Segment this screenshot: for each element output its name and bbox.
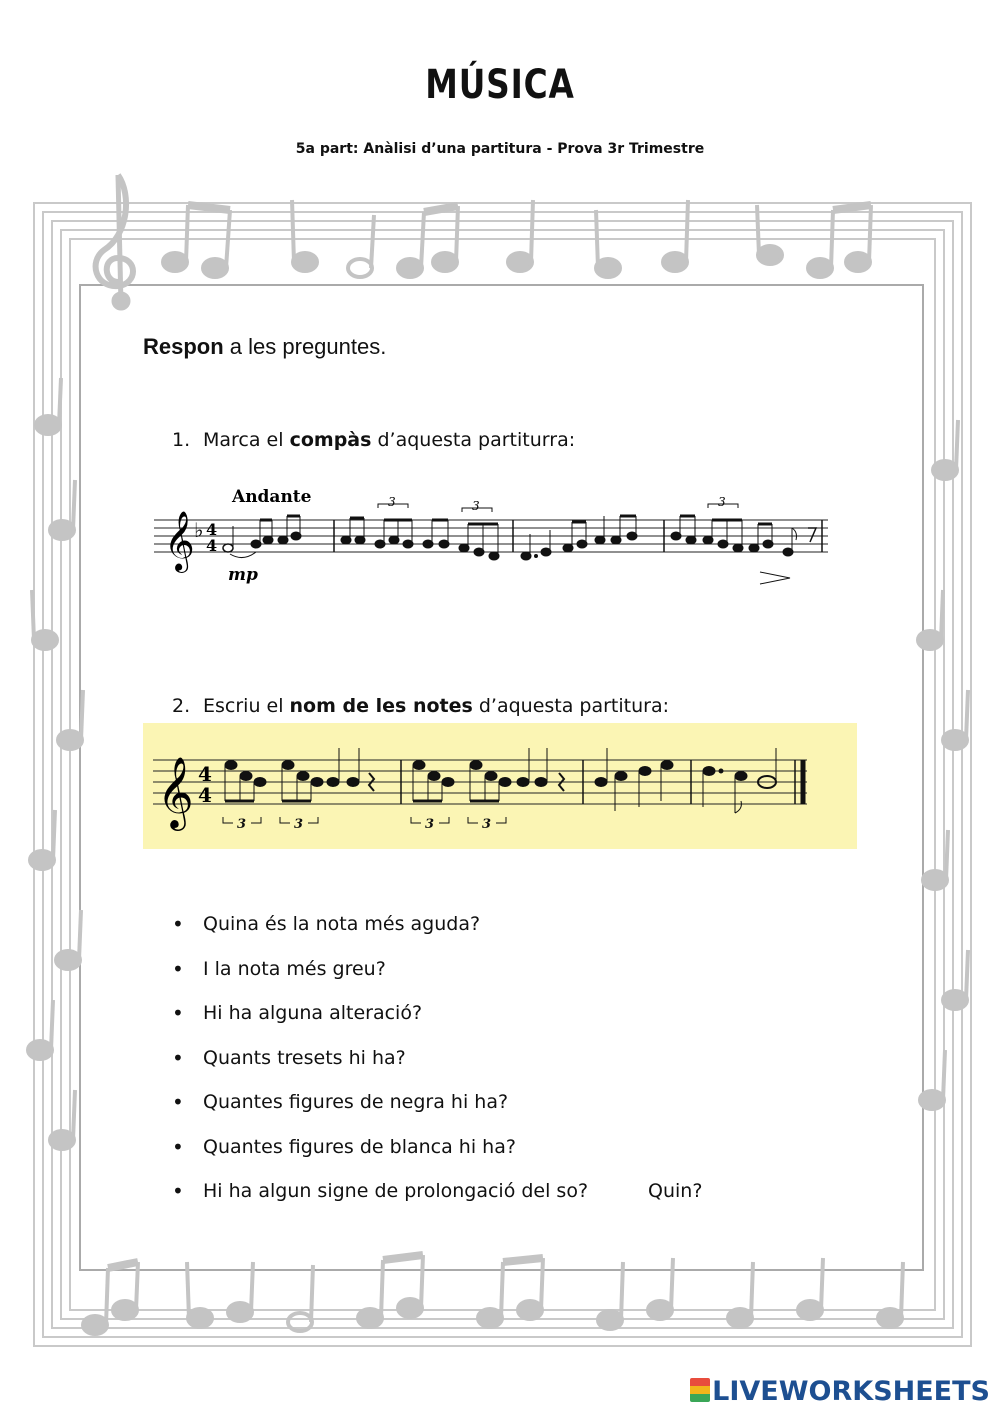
question-2-text: Escriu el [203, 695, 290, 717]
time-sig-bottom: 4 [206, 536, 218, 555]
instruction-rest: a les preguntes. [223, 334, 387, 359]
score-1-triplet-2: 3 [472, 499, 480, 513]
score-2-triplet-3: 3 [425, 817, 435, 832]
question-2-number: 2. [172, 695, 191, 717]
liveworksheets-logo[interactable] [690, 1376, 990, 1407]
question-1-bold: compàs [289, 429, 372, 451]
logo-text: LIVEWORKSHEETS [712, 1376, 990, 1407]
time-sig-top: 4 [198, 762, 212, 786]
list-item-text: Hi ha algun signe de prolongació del so? [203, 1180, 589, 1202]
time-sig-bottom: 4 [198, 783, 212, 807]
question-1-text-end: d’aquesta partiturra: [371, 429, 576, 451]
list-item: • Quantes figures de negra hi ha? [172, 1091, 702, 1136]
score-2 [143, 723, 857, 849]
question-2 [172, 695, 669, 717]
score-1-triplet-3: 3 [718, 495, 726, 509]
score-1-triplet-1: 3 [388, 495, 396, 509]
tempo-marking: Andante [232, 487, 312, 507]
list-item: • I la nota més greu? [172, 958, 702, 1003]
flat-icon: ♭ [194, 518, 204, 542]
list-item: • Hi ha alguna alteració? [172, 1002, 702, 1047]
list-item [172, 1180, 702, 1225]
question-2-bold: nom de les notes [289, 695, 473, 717]
logo-badge-icon [690, 1378, 710, 1402]
question-1-number: 1. [172, 429, 191, 451]
score-2-triplet-4: 3 [482, 817, 492, 832]
question-2-text-end: d’aquesta partitura: [472, 695, 670, 717]
score-1 [148, 482, 838, 592]
dynamic-marking: mp [228, 565, 258, 585]
treble-clef-icon: 𝄞 [157, 755, 194, 828]
page-title: MÚSICA [425, 62, 575, 108]
list-item: • Quantes figures de blanca hi ha? [172, 1136, 702, 1181]
score-2-triplet-1: 3 [237, 817, 247, 832]
instruction-bold: Respon [143, 334, 224, 359]
list-item: • Quina és la nota més aguda? [172, 913, 702, 958]
instruction-text [143, 334, 386, 360]
question-1-text: Marca el [203, 429, 290, 451]
treble-clef-icon: 𝄞 [164, 511, 195, 571]
score-2-triplet-2: 3 [294, 817, 304, 832]
question-1 [172, 429, 575, 451]
page-subtitle: 5a part: Anàlisi d’una partitura - Prova 3r Trimestre [295, 141, 705, 157]
list-item-extra: Quin? [648, 1180, 703, 1202]
time-sig-top: 4 [206, 520, 218, 539]
list-item: • Quants tresets hi ha? [172, 1047, 702, 1092]
question-list [172, 913, 702, 1225]
